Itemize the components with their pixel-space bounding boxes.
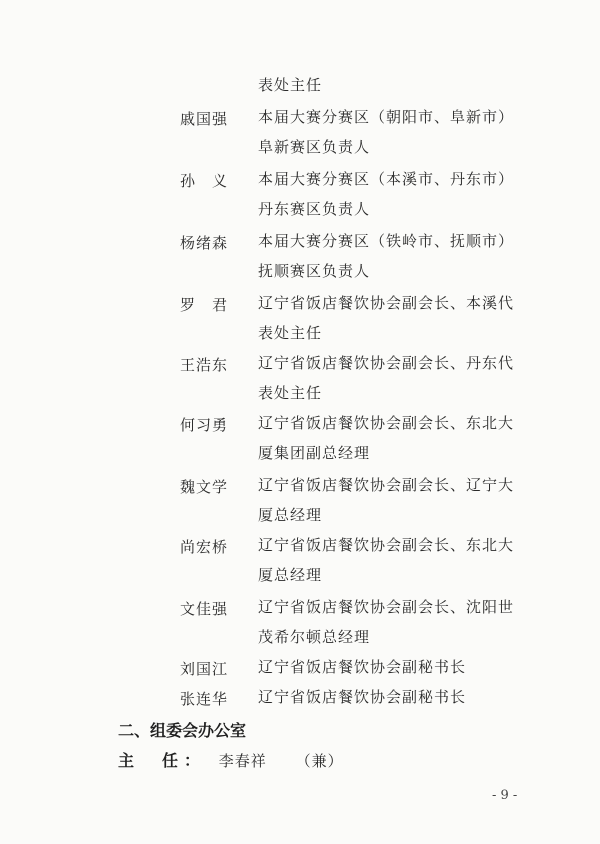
role-line: 辽宁省饭店餐饮协会副会长、东北大 bbox=[258, 536, 515, 554]
member-name: 何习勇 bbox=[180, 416, 229, 434]
role-line: 辽宁省饭店餐饮协会副秘书长 bbox=[258, 688, 467, 706]
member-role bbox=[258, 682, 518, 712]
member-name: 孙 义 bbox=[180, 172, 229, 190]
member-name: 魏文学 bbox=[180, 478, 229, 496]
role-line: 抚顺赛区负责人 bbox=[258, 262, 371, 280]
member-name: 戚国强 bbox=[180, 110, 229, 128]
member-name: 王浩东 bbox=[180, 356, 229, 374]
member-role bbox=[258, 408, 518, 468]
member-role bbox=[258, 288, 518, 348]
member-role bbox=[258, 652, 518, 682]
member-name: 罗 君 bbox=[180, 296, 229, 314]
member-role bbox=[258, 348, 518, 408]
section-heading: 二、组委会办公室 bbox=[118, 721, 247, 740]
member-role bbox=[258, 226, 518, 286]
member-role bbox=[258, 102, 518, 162]
member-role bbox=[258, 164, 518, 224]
role-line: 辽宁省饭店餐饮协会副会长、沈阳世 bbox=[258, 598, 515, 616]
member-name: 文佳强 bbox=[180, 600, 229, 618]
role-line: 厦总经理 bbox=[258, 566, 323, 584]
director-row bbox=[118, 748, 344, 771]
role-line: 厦集团副总经理 bbox=[258, 444, 371, 462]
role-line: 厦总经理 bbox=[258, 506, 323, 524]
role-line: 辽宁省饭店餐饮协会副秘书长 bbox=[258, 658, 467, 676]
role-line: 本届大赛分赛区（铁岭市、抚顺市） bbox=[258, 232, 515, 250]
member-role bbox=[258, 530, 518, 590]
member-role bbox=[258, 470, 518, 530]
role-line: 阜新赛区负责人 bbox=[258, 138, 371, 156]
role-line: 辽宁省饭店餐饮协会副会长、东北大 bbox=[258, 414, 515, 432]
role-line: 本届大赛分赛区（本溪市、丹东市） bbox=[258, 170, 515, 188]
member-name: 张连华 bbox=[180, 690, 229, 708]
role-line: 茂希尔顿总经理 bbox=[258, 628, 371, 646]
page-number: - 9 - bbox=[492, 788, 518, 803]
role-line: 表处主任 bbox=[258, 384, 323, 402]
role-line: 辽宁省饭店餐饮协会副会长、本溪代 bbox=[258, 294, 515, 312]
director-name: 李春祥 bbox=[218, 752, 267, 770]
director-note: （兼） bbox=[295, 752, 344, 770]
continued-role-line: 表处主任 bbox=[258, 76, 323, 94]
role-line: 表处主任 bbox=[258, 324, 323, 342]
member-name: 杨绪森 bbox=[180, 234, 229, 252]
director-label: 主 任： bbox=[118, 751, 207, 770]
member-name: 尚宏桥 bbox=[180, 538, 229, 556]
role-line: 丹东赛区负责人 bbox=[258, 200, 371, 218]
member-name: 刘国江 bbox=[180, 660, 229, 678]
member-role bbox=[258, 592, 518, 652]
role-line: 辽宁省饭店餐饮协会副会长、辽宁大 bbox=[258, 476, 515, 494]
role-line: 辽宁省饭店餐饮协会副会长、丹东代 bbox=[258, 354, 515, 372]
role-line: 本届大赛分赛区（朝阳市、阜新市） bbox=[258, 108, 515, 126]
